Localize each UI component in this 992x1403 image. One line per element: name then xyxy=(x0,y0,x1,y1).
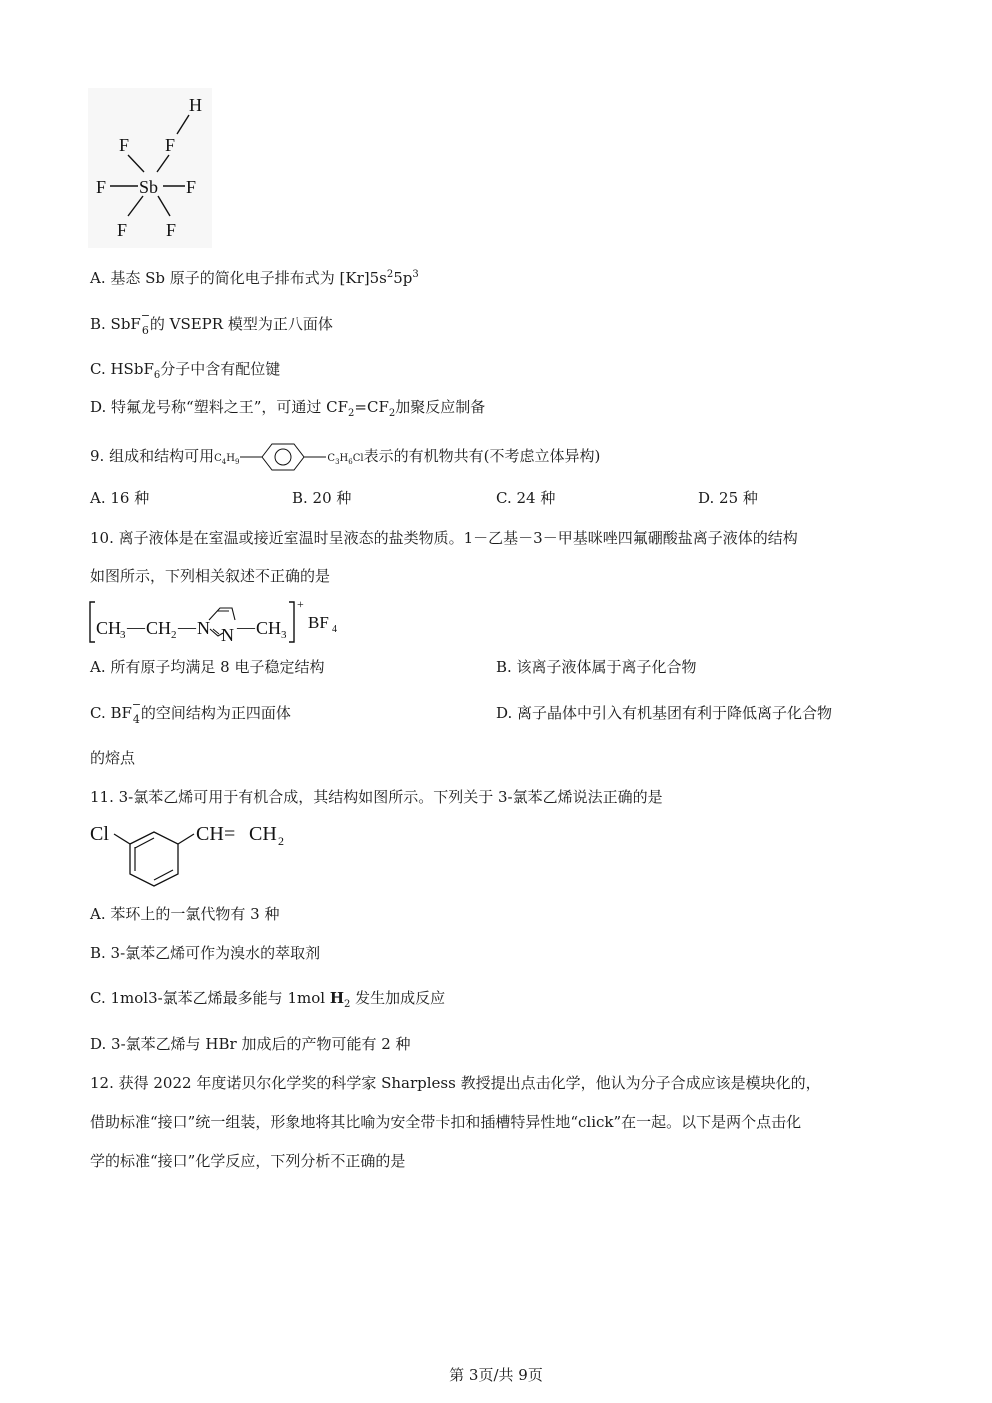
atom-f-top-left: F xyxy=(119,135,130,155)
svg-text:2: 2 xyxy=(171,629,177,641)
q10-option-d-continued: 的熔点 xyxy=(90,749,136,767)
q10-option-b: B. 该离子液体属于离子化合物 xyxy=(496,658,697,676)
q9-stem: 9. 组成和结构可用$C_4H_9$ $C_3H_6Cl$表示的有机物共有(不考虑立体异构) xyxy=(90,443,600,471)
q12-stem-line2: 借助标准“接口”统一组装，形象地将其比喻为安全带卡扣和插槽特异性地“click”在一起。以下是两个点击化 xyxy=(90,1113,802,1131)
hsbf6-structure-figure xyxy=(88,88,212,248)
svg-text:3: 3 xyxy=(281,629,287,641)
vinyl-ch: CH xyxy=(196,823,224,845)
q8-option-b: B. SbF − 6 的 VSEPR 模型为正八面体 xyxy=(90,309,333,337)
imidazolium-n1: N xyxy=(197,618,210,638)
ionic-liquid-structure-figure xyxy=(86,596,348,648)
q11-option-a: A. 苯环上的一氯代物有 3 种 xyxy=(90,905,280,923)
ch2: CH xyxy=(146,618,172,638)
svg-text:=: = xyxy=(224,823,236,845)
q10-option-a: A. 所有原子均满足 8 电子稳定结构 xyxy=(90,658,325,676)
q10-option-c: C. BF − 4 的空间结构为正四面体 xyxy=(90,698,291,726)
3-chlorostyrene-structure-figure xyxy=(88,818,294,892)
q11-option-b: B. 3-氯苯乙烯可作为溴水的萃取剂 xyxy=(90,944,321,962)
svg-text:+: + xyxy=(297,597,304,611)
q11-option-c: C. 1mol3-氯苯乙烯最多能与 1mol $H_2$ 发生加成反应 xyxy=(90,989,446,1010)
q10-stem-line2: 如图所示，下列相关叙述不正确的是 xyxy=(90,567,331,585)
svg-text:3: 3 xyxy=(120,629,126,641)
q9-benzene-ring xyxy=(240,443,326,471)
q9-option-a: A. 16 种 xyxy=(90,489,150,507)
atom-f-bottom-left: F xyxy=(117,220,128,240)
svg-text:4: 4 xyxy=(332,624,337,635)
q11-stem: 11. 3-氯苯乙烯可用于有机合成，其结构如图所示。下列关于 3-氯苯乙烯说法正确的是 xyxy=(90,788,663,806)
atom-f-left: F xyxy=(96,177,107,197)
q12-stem-line3: 学的标准“接口”化学反应，下列分析不正确的是 xyxy=(90,1152,406,1170)
svg-text:—: — xyxy=(127,617,145,637)
q9-option-c: C. 24 种 xyxy=(496,489,556,507)
q9-substituent-right: $C_3H_6Cl$ xyxy=(327,453,364,466)
ch3-right: CH xyxy=(256,618,282,638)
atom-f-bottom-right: F xyxy=(166,220,177,240)
ch3-left: CH xyxy=(96,618,122,638)
atom-f-top-right: F xyxy=(165,135,176,155)
atom-h: H xyxy=(189,95,202,115)
q10-option-d: D. 离子晶体中引入有机基团有利于降低离子化合物 xyxy=(496,704,833,722)
bf4-anion: BF xyxy=(308,613,329,632)
q12-stem-line1: 12. 获得 2022 年度诺贝尔化学奖的科学家 Sharpless 教授提出点击化学，他认为分子合成应该是模块化的， xyxy=(90,1074,821,1092)
svg-text:—: — xyxy=(178,617,196,637)
q9-option-b: B. 20 种 xyxy=(292,489,352,507)
page-number-footer: 第 3页/共 9页 xyxy=(449,1366,543,1384)
q8-option-c: C. HSbF$_6$分子中含有配位键 xyxy=(90,360,281,381)
q11-option-d: D. 3-氯苯乙烯与 HBr 加成后的产物可能有 2 种 xyxy=(90,1035,411,1053)
q10-stem-line1: 10. 离子液体是在室温或接近室温时呈液态的盐类物质。1－乙基－3－甲基咪唑四氟硼酸盐离子液体的结构 xyxy=(90,529,798,547)
q8-option-d: D. 特氟龙号称“塑料之王”，可通过 $CF_2=CF_2$加聚反应制备 xyxy=(90,398,486,419)
vinyl-ch2: CH xyxy=(249,823,277,845)
svg-text:—: — xyxy=(237,617,255,637)
imidazolium-n2: N xyxy=(221,625,234,645)
q9-substituent-left: $C_4H_9$ xyxy=(214,453,240,466)
q8-option-a: A. 基态 Sb 原子的简化电子排布式为 $[Kr]5s^25p^3$ xyxy=(90,269,419,287)
atom-cl: Cl xyxy=(90,823,109,845)
q9-option-d: D. 25 种 xyxy=(698,489,758,507)
atom-f-right: F xyxy=(186,177,197,197)
svg-text:2: 2 xyxy=(278,834,284,848)
atom-sb: Sb xyxy=(139,177,159,197)
